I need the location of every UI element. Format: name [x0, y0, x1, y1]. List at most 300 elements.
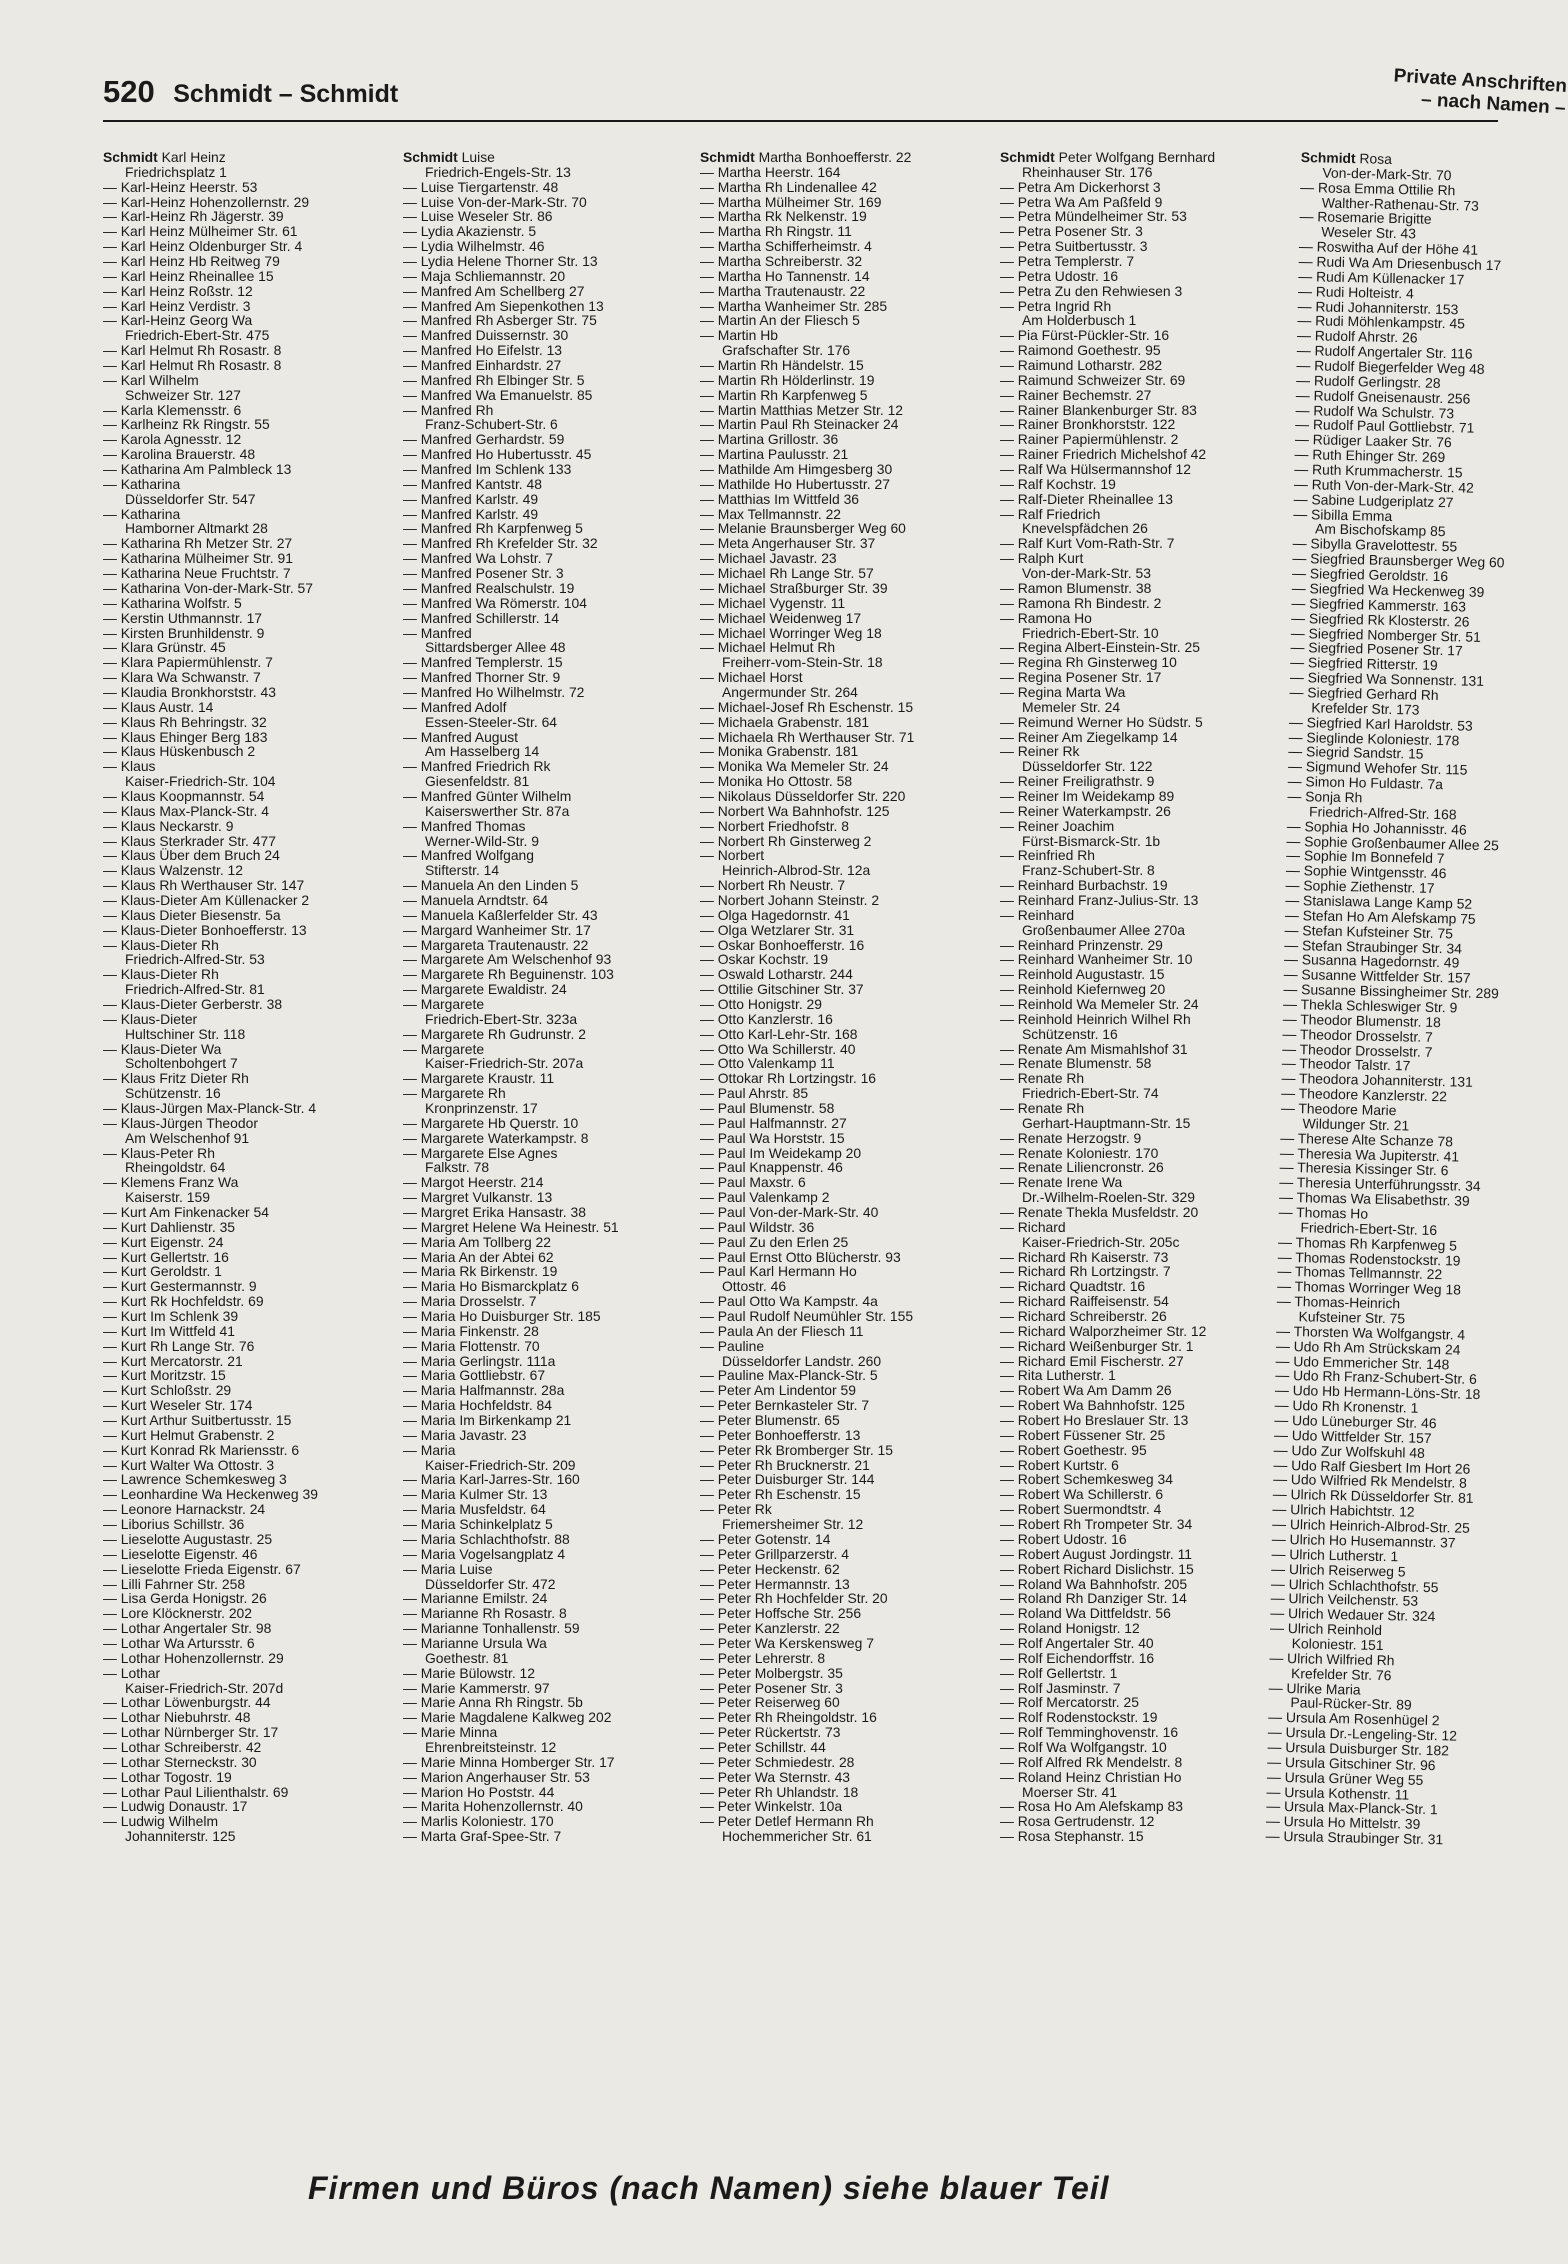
- listing-entry: — Reiner Freiligrathstr. 9: [1000, 773, 1155, 790]
- listing-entry: — Robert Richard Dislichstr. 15: [1000, 1560, 1194, 1577]
- listing-entry: — Kerstin Uthmannstr. 17: [103, 609, 263, 626]
- listing-entry: — Klaus-Dieter Rh: [103, 936, 219, 953]
- listing-entry: — Robert Ho Breslauer Str. 13: [1000, 1412, 1189, 1429]
- listing-entry: — Ulrich Wilfried Rh: [1269, 1649, 1395, 1669]
- listing-entry: — Theodore Kanzlerstr. 22: [1281, 1084, 1448, 1105]
- listing-entry: — Stefan Straubinger Str. 34: [1284, 936, 1463, 957]
- listing-entry: — Reiner Joachim: [1000, 817, 1115, 834]
- entry-text: Karl Heinz: [157, 149, 226, 165]
- listing-column-3: [700, 150, 985, 1844]
- listing-entry: — Reinhard Franz-Julius-Str. 13: [1000, 891, 1199, 908]
- listing-entry: — Karla Klemensstr. 6: [103, 401, 242, 418]
- listing-entry: — Karl Heinz Rheinallee 15: [103, 267, 274, 284]
- listing-entry: — Martha Heerstr. 164: [700, 163, 841, 180]
- listing-entry: Von-der-Mark-Str. 70: [1322, 164, 1452, 184]
- listing-entry: Paul-Rücker-Str. 89: [1290, 1694, 1412, 1714]
- listing-entry: — Michael Rh Lange Str. 57: [700, 565, 874, 582]
- listing-entry: — Sibylla Gravelottestr. 55: [1292, 535, 1458, 555]
- listing-entry: — Sigmund Wehofer Str. 115: [1287, 758, 1468, 778]
- listing-entry: — Martha Schreiberstr. 32: [700, 253, 863, 270]
- listing-entry: — Manfred Rh Karpfenweg 5: [403, 520, 583, 537]
- listing-entry: — Udo Emmericher Str. 148: [1275, 1352, 1450, 1372]
- listing-entry: — Karl Heinz Verdistr. 3: [103, 297, 251, 314]
- listing-entry: Essen-Steeler-Str. 64: [425, 713, 558, 730]
- listing-entry: — Reinhold Kiefernweg 20: [1000, 981, 1166, 998]
- listing-entry: — Katharina Von-der-Mark-Str. 57: [103, 579, 313, 596]
- listing-entry: — Marita Hohenzollernstr. 40: [403, 1798, 583, 1815]
- listing-entry: — Robert Kurtstr. 6: [1000, 1456, 1119, 1473]
- listing-entry: — Klaudia Bronkhorststr. 43: [103, 683, 276, 700]
- listing-entry: Friedrich-Ebert-Str. 10: [1022, 624, 1159, 641]
- listing-entry: — Peter Bernkasteler Str. 7: [700, 1397, 870, 1414]
- listing-entry: — Karlheinz Rk Ringstr. 55: [103, 416, 270, 433]
- listing-entry: Friedrich-Alfred-Str. 168: [1308, 803, 1457, 823]
- listing-entry: Friedrichsplatz 1: [125, 163, 227, 180]
- listing-entry: — Ruth Von-der-Mark-Str. 42: [1293, 475, 1475, 496]
- listing-entry: — Kurt Schloßstr. 29: [103, 1382, 232, 1399]
- surname-head: Schmidt: [403, 149, 458, 165]
- listing-entry: Ehrenbreitsteinstr. 12: [425, 1738, 557, 1755]
- listing-entry: — Ralf Friedrich: [1000, 505, 1101, 522]
- listing-entry: — Rudi Holteistr. 4: [1297, 282, 1415, 302]
- listing-entry: — Manfred Wolfgang: [403, 847, 534, 864]
- listing-entry: — Peter Rk: [700, 1501, 772, 1518]
- listing-entry: — Manfred Wa Emanuelstr. 85: [403, 386, 593, 403]
- listing-entry: — Sophia Ho Johannisstr. 46: [1286, 817, 1467, 838]
- listing-entry: — Manfred Ho Hubertusstr. 45: [403, 446, 592, 463]
- listing-entry: — Norbert Wa Bahnhofstr. 125: [700, 802, 890, 819]
- listing-entry: — Marianne Rh Rosastr. 8: [403, 1605, 567, 1622]
- listing-entry: — Michael Helmut Rh: [700, 639, 836, 656]
- listing-entry: — Meta Angerhauser Str. 37: [700, 535, 876, 552]
- listing-entry: — Richard Weißenburger Str. 1: [1000, 1337, 1194, 1354]
- listing-entry: — Kurt Gestermannstr. 9: [103, 1278, 257, 1295]
- listing-entry: — Martin Matthias Metzer Str. 12: [700, 401, 904, 418]
- listing-entry: — Ursula Straubinger Str. 31: [1265, 1827, 1444, 1848]
- listing-entry: — Lothar Togostr. 19: [103, 1768, 232, 1785]
- listing-entry: — Lothar Paul Lilienthalstr. 69: [103, 1783, 289, 1800]
- listing-entry: — Klaus Austr. 14: [103, 698, 214, 715]
- listing-entry: — Manfred Posener Str. 3: [403, 565, 564, 582]
- listing-entry: — Klaus Sterkrader Str. 477: [103, 832, 276, 849]
- listing-entry: Scholtenbohgert 7: [125, 1055, 238, 1072]
- listing-entry: — Peter Am Lindentor 59: [700, 1382, 856, 1399]
- listing-entry: Friedrich-Engels-Str. 13: [425, 163, 571, 180]
- listing-entry: — Paul Von-der-Mark-Str. 40: [700, 1204, 879, 1221]
- listing-entry: Am Hasselberg 14: [425, 743, 540, 760]
- listing-entry: Düsseldorfer Landstr. 260: [722, 1352, 882, 1369]
- listing-entry: Memeler Str. 24: [1022, 698, 1121, 715]
- listing-entry: — Manfred Am Siepenkothen 13: [403, 297, 604, 314]
- listing-entry: — Rolf Mercatorstr. 25: [1000, 1694, 1139, 1711]
- listing-entry: — Manfred Realschulstr. 19: [403, 579, 575, 596]
- listing-entry: — Lothar Sterneckstr. 30: [103, 1753, 257, 1770]
- listing-entry: — Norbert: [700, 847, 765, 864]
- listing-entry: — Luise Von-der-Mark-Str. 70: [403, 193, 587, 210]
- listing-entry: — Peter Rh Uhlandstr. 18: [700, 1783, 859, 1800]
- listing-entry: Stifterstr. 14: [425, 862, 500, 879]
- listing-entry: — Robert Suermondtstr. 4: [1000, 1501, 1162, 1518]
- entry-text: Luise: [457, 149, 495, 165]
- listing-entry: — Reinhold Heinrich Wilhel Rh: [1000, 1010, 1191, 1027]
- listing-entry: — Thomas Worringer Weg 18: [1277, 1278, 1462, 1298]
- listing-entry: — Robert Schemkesweg 34: [1000, 1471, 1173, 1488]
- listing-entry: — Manfred Schillerstr. 14: [403, 609, 559, 626]
- listing-entry: — Siegfried Geroldstr. 16: [1291, 564, 1449, 585]
- listing-entry: — Manfred Gerhardstr. 59: [403, 431, 565, 448]
- listing-entry: — Kurt Gellertstr. 16: [103, 1248, 229, 1265]
- listing-entry: — Manfred August: [403, 728, 519, 745]
- listing-entry: Kaiserswerther Str. 87a: [425, 802, 570, 819]
- listing-entry: — Paul Rudolf Neumühler Str. 155: [700, 1308, 914, 1325]
- listing-entry: — Maria Am Tollberg 22: [403, 1233, 551, 1250]
- listing-entry: — Manfred Adolf: [403, 698, 507, 715]
- listing-entry: — Klemens Franz Wa: [103, 1174, 239, 1191]
- listing-entry: — Richard Rh Lortzingstr. 7: [1000, 1263, 1171, 1280]
- listing-entry: Kaiserstr. 159: [125, 1189, 210, 1206]
- listing-entry: Düsseldorfer Str. 472: [425, 1575, 556, 1592]
- listing-entry: Großenbaumer Allee 270a: [1022, 921, 1185, 938]
- listing-entry: — Udo Rh Kronenstr. 1: [1274, 1396, 1419, 1416]
- listing-entry: — Lieselotte Eigenstr. 46: [103, 1545, 258, 1562]
- listing-entry: — Peter Wa Kerskensweg 7: [700, 1634, 874, 1651]
- listing-entry: — Manuela Kaßlerfelder Str. 43: [403, 906, 598, 923]
- listing-entry: — Rudolf Gneisenaustr. 256: [1295, 386, 1471, 407]
- listing-entry: — Stefan Ho Am Alefskamp 75: [1284, 906, 1476, 927]
- listing-entry: — Peter Rh Eschenstr. 15: [700, 1486, 861, 1503]
- listing-entry: — Norbert Friedhofstr. 8: [700, 817, 849, 834]
- listing-entry: — Reinhard: [1000, 906, 1075, 923]
- listing-entry: — Udo Zur Wolfskuhl 48: [1273, 1441, 1425, 1461]
- listing-entry: — Katharina Neue Fruchtstr. 7: [103, 565, 291, 582]
- listing-entry: — Ursula Grüner Weg 55: [1266, 1768, 1424, 1788]
- listing-entry: — Marie Minna: [403, 1724, 498, 1741]
- listing-entry: — Theresia Unterführungsstr. 34: [1279, 1174, 1481, 1195]
- listing-entry: — Udo Hb Hermann-Löns-Str. 18: [1274, 1382, 1481, 1403]
- listing-entry: Gerhart-Hauptmann-Str. 15: [1022, 1114, 1191, 1131]
- listing-entry: Ottostr. 46: [722, 1278, 787, 1295]
- listing-entry: — Klaus Walzenstr. 12: [103, 862, 243, 879]
- listing-entry: — Margarete Rh: [403, 1085, 506, 1102]
- listing-entry: — Martha Rh Ringstr. 11: [700, 223, 852, 240]
- listing-entry: — Marta Graf-Spee-Str. 7: [403, 1828, 562, 1845]
- listing-entry: — Thomas Ho: [1278, 1203, 1369, 1222]
- listing-entry: — Ottilie Gitschiner Str. 37: [700, 981, 864, 998]
- listing-entry: — Lothar Nürnberger Str. 17: [103, 1724, 279, 1741]
- listing-entry: Krefelder Str. 76: [1290, 1664, 1392, 1683]
- listing-entry: — Manfred Günter Wilhelm: [403, 787, 572, 804]
- listing-entry: — Rosemarie Brigitte: [1299, 208, 1432, 228]
- listing-entry: — Oskar Kochstr. 19: [700, 951, 829, 968]
- listing-entry: — Michael Vygenstr. 11: [700, 594, 846, 611]
- listing-entry: — Regina Rh Ginsterweg 10: [1000, 654, 1177, 671]
- listing-entry: — Reinfried Rh: [1000, 847, 1095, 864]
- listing-entry: — Kurt Dahlienstr. 35: [103, 1218, 236, 1235]
- listing-entry: — Karl Heinz Oldenburger Str. 4: [103, 238, 303, 255]
- listing-entry: — Paul Knappenstr. 46: [700, 1159, 843, 1176]
- listing-entry: — Peter Gotenstr. 14: [700, 1530, 831, 1547]
- listing-entry: — Maria Vogelsangplatz 4: [403, 1545, 566, 1562]
- listing-entry: — Michaela Rh Werthauser Str. 71: [700, 728, 915, 745]
- listing-entry: — Sophie Im Bonnefeld 7: [1286, 847, 1445, 867]
- listing-entry: — Kurt Eigenstr. 24: [103, 1233, 224, 1250]
- listing-entry: — Manfred Friedrich Rk: [403, 758, 551, 775]
- listing-entry: — Marion Ho Poststr. 44: [403, 1783, 555, 1800]
- listing-entry: — Reinhard Prinzenstr. 29: [1000, 936, 1163, 953]
- listing-entry: — Renate Liliencronstr. 26: [1000, 1159, 1164, 1176]
- listing-entry: — Siegfried Gerhard Rh: [1289, 683, 1439, 703]
- listing-entry: Düsseldorfer Str. 547: [125, 490, 256, 507]
- listing-entry: [103, 150, 388, 165]
- listing-entry: — Martin An der Fliesch 5: [700, 312, 860, 329]
- listing-entry: — Ulrich Veilchenstr. 53: [1270, 1590, 1419, 1610]
- listing-entry: — Margarete Rh Gudrunstr. 2: [403, 1025, 586, 1042]
- listing-entry: — Ursula Dr.-Lengeling-Str. 12: [1267, 1723, 1458, 1744]
- listing-entry: — Peter Rk Bromberger Str. 15: [700, 1441, 893, 1458]
- listing-entry: — Karl-Heinz Hohenzollernstr. 29: [103, 193, 310, 210]
- listing-entry: Friemersheimer Str. 12: [722, 1516, 864, 1533]
- listing-entry: — Peter Duisburger Str. 144: [700, 1471, 875, 1488]
- listing-entry: — Kurt Konrad Rk Mariensstr. 6: [103, 1441, 300, 1458]
- listing-entry: — Ulrich Schlachthofstr. 55: [1270, 1575, 1439, 1595]
- listing-entry: — Rolf Temminghovenstr. 16: [1000, 1724, 1179, 1741]
- listing-entry: Moerser Str. 41: [1022, 1783, 1117, 1800]
- listing-entry: — Rüdiger Laaker Str. 76: [1294, 431, 1452, 451]
- entry-text: Peter Wolfgang Bernhard: [1054, 149, 1216, 165]
- listing-entry: — Rudolf Ahrstr. 26: [1296, 327, 1418, 346]
- listing-column-5: [1266, 150, 1568, 1850]
- listing-entry: — Lisa Gerda Honigstr. 26: [103, 1590, 267, 1607]
- listing-entry: — Thomas Rodenstockstr. 19: [1277, 1248, 1461, 1269]
- listing-entry: Freiherr-vom-Stein-Str. 18: [722, 654, 883, 671]
- listing-entry: — Rainer Papiermühlenstr. 2: [1000, 431, 1179, 448]
- listing-entry: — Kurt Am Finkenacker 54: [103, 1204, 269, 1221]
- listing-entry: — Katharina Mülheimer Str. 91: [103, 550, 293, 567]
- listing-entry: — Paul Maxstr. 6: [700, 1174, 806, 1191]
- listing-entry: — Ursula Am Rosenhügel 2: [1268, 1708, 1440, 1729]
- listing-entry: — Klaus-Jürgen Theodor: [103, 1114, 258, 1131]
- listing-entry: — Lawrence Schemkesweg 3: [103, 1471, 287, 1488]
- listing-entry: — Lothar Schreiberstr. 42: [103, 1738, 262, 1755]
- listing-entry: — Peter Detlef Hermann Rh: [700, 1813, 874, 1830]
- listing-entry: — Udo Wilfried Rk Mendelstr. 8: [1272, 1471, 1468, 1492]
- listing-entry: — Reinhold Augustastr. 15: [1000, 966, 1165, 983]
- listing-entry: Friedrich-Ebert-Str. 16: [1300, 1219, 1438, 1238]
- listing-entry: — Katharina: [103, 475, 181, 492]
- listing-entry: — Ruth Ehinger Str. 269: [1294, 446, 1446, 466]
- listing-entry: — Paul Ernst Otto Blücherstr. 93: [700, 1248, 901, 1265]
- listing-entry: — Thorsten Wa Wolfgangstr. 4: [1276, 1322, 1466, 1343]
- listing-entry: — Lothar Niebuhrstr. 48: [103, 1709, 251, 1726]
- listing-entry: — Karolina Brauerstr. 48: [103, 446, 256, 463]
- listing-entry: — Martha Rk Nelkenstr. 19: [700, 208, 867, 225]
- listing-entry: [403, 150, 688, 165]
- listing-entry: Kaiser-Friedrich-Str. 205c: [1022, 1233, 1180, 1250]
- listing-entry: Giesenfeldstr. 81: [425, 773, 530, 790]
- listing-entry: — Maria Karl-Jarres-Str. 160: [403, 1471, 580, 1488]
- listing-entry: — Stanislawa Lange Kamp 52: [1285, 891, 1473, 912]
- listing-entry: — Klaus Über dem Bruch 24: [103, 847, 280, 864]
- listing-entry: — Kurt Rh Lange Str. 76: [103, 1337, 255, 1354]
- listing-entry: — Karl Helmut Rh Rosastr. 8: [103, 357, 282, 374]
- listing-entry: — Theodora Johanniterstr. 131: [1281, 1070, 1473, 1091]
- listing-entry: — Kurt Walter Wa Ottostr. 3: [103, 1456, 275, 1473]
- listing-entry: — Maria: [403, 1441, 456, 1458]
- listing-entry: — Renate Rh: [1000, 1070, 1085, 1087]
- listing-entry: — Norbert Rh Ginsterweg 2: [700, 832, 872, 849]
- listing-entry: — Karl Wilhelm: [103, 371, 199, 388]
- listing-entry: — Raimund Lotharstr. 282: [1000, 357, 1163, 374]
- listing-entry: — Katharina Wolfstr. 5: [103, 594, 242, 611]
- listing-entry: — Michaela Grabenstr. 181: [700, 713, 870, 730]
- listing-entry: — Kirsten Brunhildenstr. 9: [103, 624, 265, 641]
- listing-entry: — Maria Flottenstr. 70: [403, 1337, 540, 1354]
- listing-entry: — Thekla Schleswiger Str. 9: [1282, 995, 1458, 1016]
- listing-entry: — Margareta Trautenaustr. 22: [403, 936, 589, 953]
- listing-entry: — Therese Alte Schanze 78: [1280, 1129, 1454, 1150]
- listing-entry: — Klara Grünstr. 45: [103, 639, 226, 656]
- listing-entry: — Melanie Braunsberger Weg 60: [700, 520, 906, 537]
- footer-note: Firmen und Büros (nach Namen) siehe blauer Teil: [308, 2170, 1110, 2206]
- listing-entry: — Klaus-Dieter Bonhoefferstr. 13: [103, 921, 307, 938]
- listing-entry: — Manfred Rh Krefelder Str. 32: [403, 535, 598, 552]
- listing-entry: — Peter Lehrerstr. 8: [700, 1649, 826, 1666]
- listing-entry: — Renate Koloniestr. 170: [1000, 1144, 1159, 1161]
- listing-entry: — Siegfried Karl Haroldstr. 53: [1288, 713, 1473, 734]
- listing-entry: — Siegfried Wa Heckenweg 39: [1291, 579, 1485, 600]
- listing-entry: Kufsteiner Str. 75: [1298, 1308, 1406, 1327]
- listing-entry: — Susanne Wittfelder Str. 157: [1283, 966, 1471, 986]
- listing-entry: — Klaus Neckarstr. 9: [103, 817, 234, 834]
- listing-entry: — Pia Fürst-Pückler-Str. 16: [1000, 327, 1170, 344]
- listing-entry: — Klaus-Dieter Am Küllenacker 2: [103, 891, 310, 908]
- listing-entry: — Ursula Ho Mittelstr. 39: [1265, 1812, 1421, 1833]
- listing-entry: Friedrich-Ebert-Str. 74: [1022, 1085, 1159, 1102]
- listing-entry: — Mathilde Am Himgesberg 30: [700, 461, 893, 478]
- listing-entry: — Manfred Am Schellberg 27: [403, 282, 585, 299]
- listing-entry: — Petra Suitbertusstr. 3: [1000, 238, 1148, 255]
- listing-entry: — Klaus-Dieter Gerberstr. 38: [103, 995, 283, 1012]
- listing-entry: Düsseldorfer Str. 122: [1022, 758, 1153, 775]
- listing-entry: — Michael Straßburger Str. 39: [700, 579, 888, 596]
- listing-entry: — Renate Thekla Musfeldstr. 20: [1000, 1204, 1199, 1221]
- listing-entry: — Otto Honigstr. 29: [700, 995, 822, 1012]
- listing-entry: — Ulrich Reiserweg 5: [1271, 1560, 1406, 1580]
- listing-entry: — Peter Rh Hochfelder Str. 20: [700, 1590, 888, 1607]
- listing-entry: — Peter Posener Str. 3: [700, 1679, 843, 1696]
- listing-entry: — Peter Bonhoefferstr. 13: [700, 1426, 861, 1443]
- entry-text: Rosa: [1355, 150, 1393, 167]
- listing-entry: Sittardsberger Allee 48: [425, 639, 566, 656]
- listing-entry: — Margarete Waterkampstr. 8: [403, 1129, 589, 1146]
- listing-entry: — Peter Rückertstr. 73: [700, 1724, 841, 1741]
- listing-entry: — Marlis Koloniestr. 170: [403, 1813, 554, 1830]
- surname-head: Schmidt: [700, 149, 755, 165]
- listing-entry: Goethestr. 81: [425, 1649, 509, 1666]
- listing-entry: — Maria Rk Birkenstr. 19: [403, 1263, 558, 1280]
- listing-entry: — Karl Helmut Rh Rosastr. 8: [103, 342, 282, 359]
- listing-entry: — Petra Mündelheimer Str. 53: [1000, 208, 1187, 225]
- listing-entry: Kaiser-Friedrich-Str. 209: [425, 1456, 576, 1473]
- listing-entry: — Michael Horst: [700, 669, 803, 686]
- listing-entry: Kaiser-Friedrich-Str. 207d: [125, 1679, 284, 1696]
- listing-entry: — Karola Agnesstr. 12: [103, 431, 242, 448]
- listing-entry: — Martina Paulusstr. 21: [700, 446, 849, 463]
- listing-column-1: [103, 150, 388, 1844]
- listing-entry: Krefelder Str. 173: [1311, 699, 1420, 718]
- listing-entry: Rheinhauser Str. 176: [1022, 163, 1153, 180]
- listing-entry: Friedrich-Ebert-Str. 475: [125, 327, 270, 344]
- listing-entry: — Ramona Ho: [1000, 609, 1092, 626]
- listing-entry: — Paul Otto Wa Kampstr. 4a: [700, 1293, 878, 1310]
- listing-entry: — Reiner Waterkampstr. 26: [1000, 802, 1171, 819]
- listing-entry: — Martha Rh Lindenallee 42: [700, 178, 877, 195]
- listing-entry: — Rudi Johanniterstr. 153: [1297, 297, 1459, 317]
- listing-entry: — Monika Wa Memeler Str. 24: [700, 758, 889, 775]
- listing-entry: — Rita Lutherstr. 1: [1000, 1367, 1116, 1384]
- listing-entry: — Roland Wa Dittfeldstr. 56: [1000, 1605, 1171, 1622]
- listing-entry: — Roland Rh Danziger Str. 14: [1000, 1590, 1187, 1607]
- listing-entry: — Udo Lüneburger Str. 46: [1274, 1411, 1437, 1432]
- listing-entry: — Rudolf Biegerfelder Weg 48: [1296, 356, 1485, 377]
- listing-entry: — Petra Udostr. 16: [1000, 267, 1119, 284]
- listing-entry: — Petra Ingrid Rh: [1000, 297, 1112, 314]
- listing-entry: — Klaus-Dieter Rh: [103, 966, 219, 983]
- listing-entry: — Richard Walporzheimer Str. 12: [1000, 1322, 1207, 1339]
- listing-entry: — Raimund Schweizer Str. 69: [1000, 371, 1186, 388]
- listing-entry: — Ralf Wa Hülsermannshof 12: [1000, 461, 1191, 478]
- listing-entry: — Mathilde Ho Hubertusstr. 27: [700, 475, 890, 492]
- listing-entry: — Paul Valenkamp 2: [700, 1189, 830, 1206]
- listing-entry: — Marie Minna Homberger Str. 17: [403, 1753, 615, 1770]
- listing-entry: — Peter Schillstr. 44: [700, 1738, 826, 1755]
- listing-entry: — Siegfried Rk Klosterstr. 26: [1291, 609, 1470, 630]
- listing-entry: — Manfred Ho Eifelstr. 13: [403, 342, 563, 359]
- listing-entry: — Manfred Rh Elbinger Str. 5: [403, 371, 585, 388]
- listing-entry: Am Bischofskamp 85: [1314, 520, 1446, 540]
- listing-entry: Von-der-Mark-Str. 53: [1022, 565, 1151, 582]
- listing-entry: — Robert Goethestr. 95: [1000, 1441, 1147, 1458]
- listing-entry: — Ralf Kurt Vom-Rath-Str. 7: [1000, 535, 1175, 552]
- listing-entry: Walther-Rathenau-Str. 73: [1321, 194, 1480, 214]
- listing-entry: — Marianne Emilstr. 24: [403, 1590, 548, 1607]
- listing-entry: — Margot Heerstr. 214: [403, 1174, 544, 1191]
- listing-entry: — Rudolf Gerlingstr. 28: [1296, 371, 1441, 391]
- listing-entry: — Klaus-Jürgen Max-Planck-Str. 4: [103, 1100, 317, 1116]
- listing-entry: — Rudi Am Küllenacker 17: [1298, 267, 1465, 288]
- listing-entry: Franz-Schubert-Str. 6: [425, 416, 558, 433]
- listing-entry: — Maria Gerlingstr. 111a: [403, 1352, 556, 1369]
- listing-entry: — Lieselotte Frieda Eigenstr. 67: [103, 1560, 301, 1577]
- listing-entry: — Margret Helene Wa Heinestr. 51: [403, 1218, 619, 1235]
- listing-entry: — Theresia Wa Jupiterstr. 41: [1279, 1144, 1460, 1165]
- page-header: [103, 74, 398, 110]
- listing-entry: — Ulrike Maria: [1268, 1679, 1361, 1698]
- listing-entry: — Stefan Kufsteiner Str. 75: [1284, 921, 1454, 942]
- listing-entry: — Richard Rh Kaiserstr. 73: [1000, 1248, 1169, 1265]
- listing-entry: — Karl-Heinz Rh Jägerstr. 39: [103, 208, 284, 225]
- listing-entry: — Karl-Heinz Georg Wa: [103, 312, 253, 329]
- listing-entry: — Michael-Josef Rh Eschenstr. 15: [700, 698, 914, 715]
- listing-entry: — Manfred Rh Asberger Str. 75: [403, 312, 597, 329]
- listing-entry: — Luise Tiergartenstr. 48: [403, 178, 559, 195]
- listing-entry: — Lothar Löwenburgstr. 44: [103, 1694, 271, 1711]
- listing-entry: — Paul Wa Horststr. 15: [700, 1129, 845, 1146]
- listing-entry: — Lilli Fahrner Str. 258: [103, 1575, 246, 1592]
- listing-entry: — Lieselotte Augustastr. 25: [103, 1530, 273, 1547]
- listing-entry: — Norbert Rh Neustr. 7: [700, 877, 846, 894]
- listing-entry: — Ulrich Heinrich-Albrod-Str. 25: [1272, 1515, 1470, 1536]
